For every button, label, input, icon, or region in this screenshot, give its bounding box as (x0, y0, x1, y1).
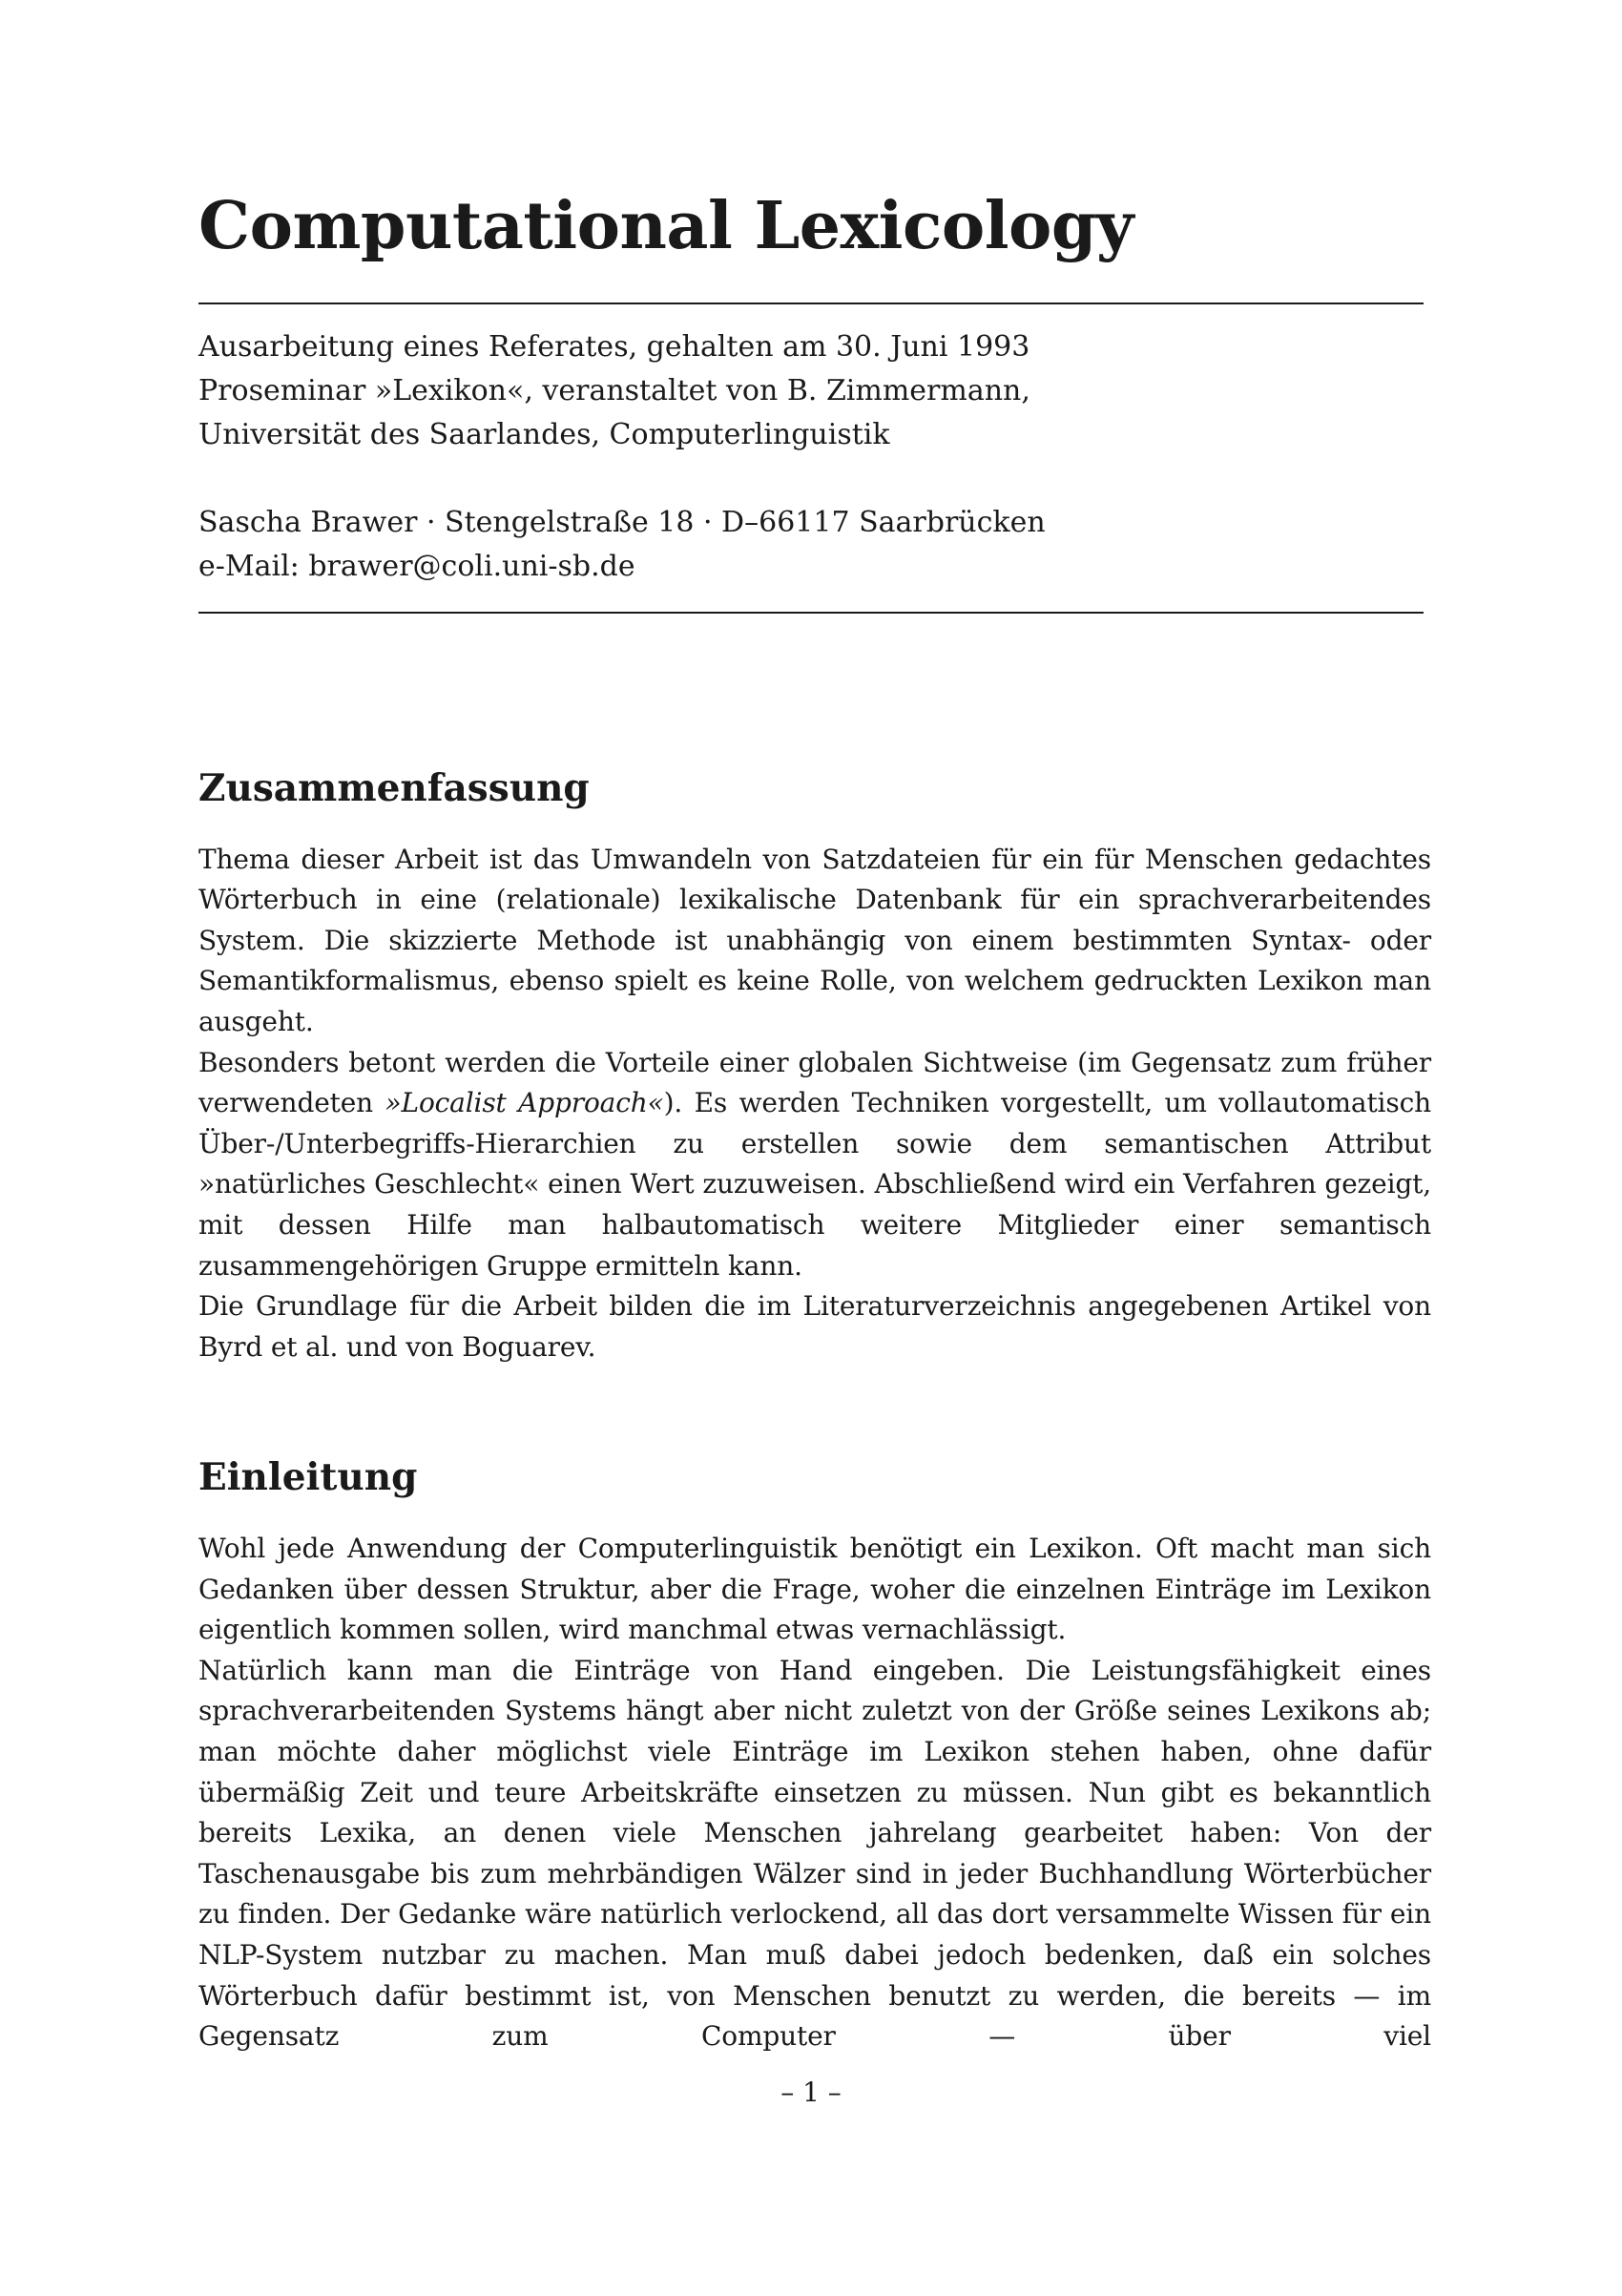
paper-title: Computational Lexicology (198, 188, 1133, 264)
introduction-paragraph: Natürlich kann man die Einträge von Hand eingeben. Die Leistungsfähigkeit eines sprachverarbeitenden Systems hängt aber nicht zuletzt von der Größe seines Lexikons ab; man möchte daher möglichst viele Einträge im Lexikon stehen haben, ohne dafür übermäßig Zeit und teure Arbeitskräfte einsetzen zu müssen. Nun gibt es bekanntlich bereits Lexika, an denen viele Menschen jahrelang gearbeitet haben: Von der Taschenausgabe bis zum mehrbändigen Wälzer sind in jeder Buchhandlung Wörterbücher zu finden. Der Gedanke wäre natürlich verlockend, all das dort versammelte Wissen für ein NLP-System nutzbar zu machen. Man muß dabei jedoch bedenken, daß ein solches Wörterbuch dafür bestimmt ist, von Menschen benutzt zu werden, die bereits — im Gegensatz zum Computer — über viel (198, 1654, 1431, 2053)
summary-paragraph: Thema dieser Arbeit ist das Umwandeln von Satzdateien für ein für Menschen gedachtes Wörterbuch in eine (relationale) lexikalische Datenbank für ein sprachverarbeitendes System. Die skizzierte Methode ist unabhängig von einem bestimmten Syntax- oder Semantikformalismus, ebenso spielt es keine Rolle, von welchem gedruckten Lexikon man ausgeht. (198, 843, 1431, 1037)
author-contact (198, 501, 1431, 589)
summary-paragraph: Besonders betont werden die Vorteile einer globalen Sichtweise (im Gegensatz zum früher verwendeten »Localist Approach«). Es werden Techniken vorgestellt, um vollautomatisch Über-/Unterbegriffs-Hierarchien zu erstellen sowie dem semantischen Attribut »natürliches Geschlecht« einen Wert zuzuweisen. Abschließend wird ein Verfahren gezeigt, mit dessen Hilfe man halbautomatisch weitere Mitglieder einer semantisch zusammengehörigen Gruppe ermitteln kann. (198, 1046, 1431, 1282)
summary-body (198, 840, 1431, 1368)
section-heading-introduction: Einleitung (198, 1455, 418, 1500)
introduction-paragraph: Wohl jede Anwendung der Computerlinguistik benötigt ein Lexikon. Oft macht man sich Gedanken über dessen Struktur, aber die Frage, woher die einzelnen Einträge im Lexikon eigentlich kommen sollen, wird manchmal etwas vernachlässigt. (198, 1533, 1431, 1646)
section-heading-summary: Zusammenfassung (198, 765, 590, 810)
localist-approach-term: »Localist Approach« (385, 1087, 664, 1119)
summary-paragraph: Die Grundlage für die Arbeit bilden die im Literaturverzeichnis angegebenen Artikel von Byrd et al. und von Boguarev. (198, 1290, 1431, 1363)
introduction-body (198, 1529, 1431, 2057)
author-address: Sascha Brawer · Stengelstraße 18 · D–66117 Saarbrücken (198, 505, 1046, 539)
author-email: e-Mail: brawer@coli.uni-sb.de (198, 549, 635, 583)
paper-page (198, 188, 1431, 2057)
info-line: Proseminar »Lexikon«, veranstaltet von B. Zimmermann, (198, 373, 1030, 407)
bottom-divider (198, 612, 1424, 614)
page-number: – 1 – (780, 2077, 842, 2108)
top-divider (198, 303, 1424, 304)
report-info (198, 325, 1431, 457)
info-line: Universität des Saarlandes, Computerlinguistik (198, 417, 890, 451)
info-line: Ausarbeitung eines Referates, gehalten am 30. Juni 1993 (198, 329, 1030, 364)
